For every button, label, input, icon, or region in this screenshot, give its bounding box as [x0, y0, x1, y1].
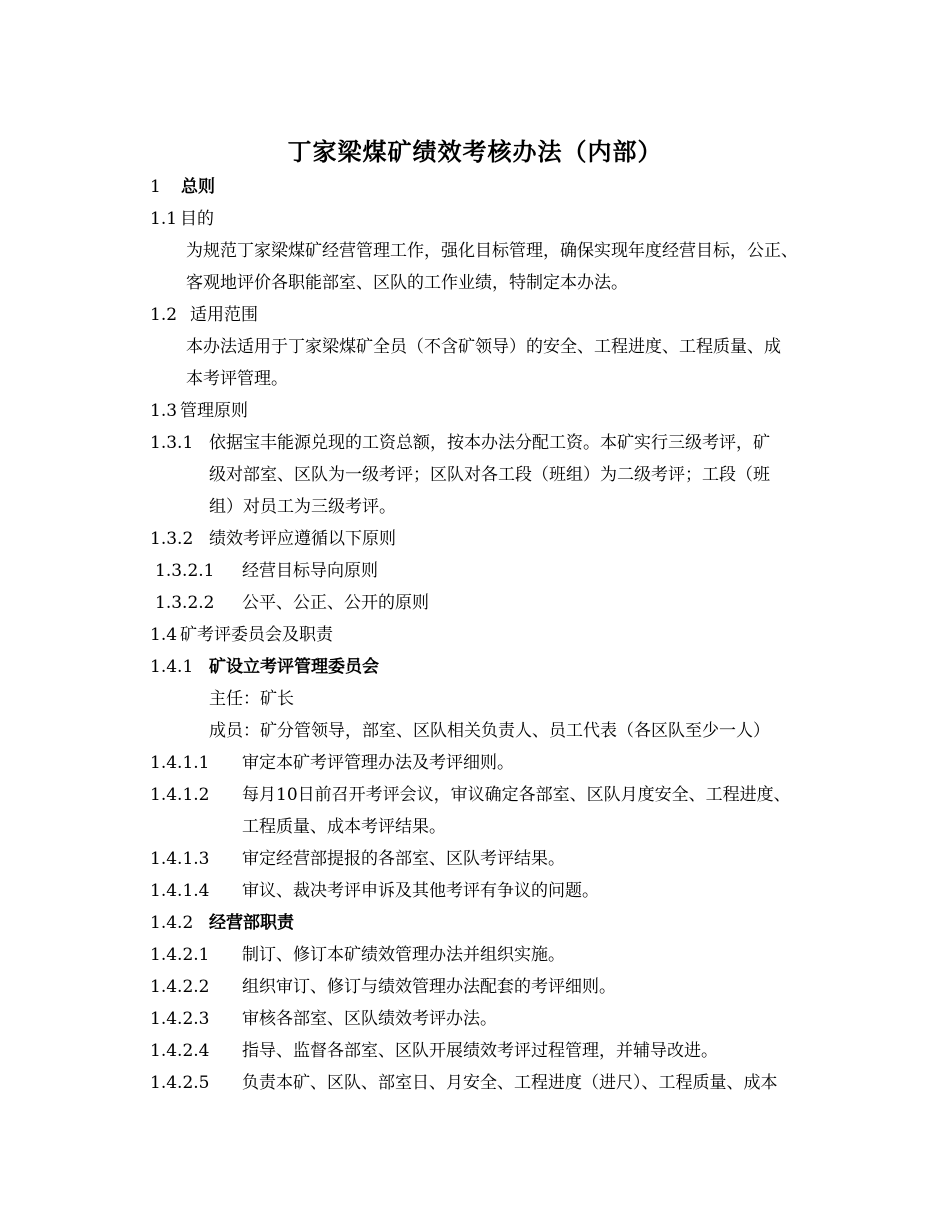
clause-line: [150, 433, 770, 453]
subclause-text: 组织审订、修订与绩效管理办法配套的考评细则。: [242, 977, 616, 997]
subclause-text: 审定经营部提报的各部室、区队考评结果。: [242, 849, 565, 869]
subclause-number: 1.4.1.1: [150, 753, 210, 773]
clause-text: 主任：矿长: [209, 689, 294, 709]
subclause-number: 1.4.2.2: [150, 977, 210, 997]
subclause-line: [155, 561, 378, 581]
clause-text: 成员：矿分管领导，部室、区队相关负责人、员工代表（各区队至少一人）: [209, 721, 770, 741]
section-number: 1.4: [150, 625, 178, 645]
subclause-number: 1.3.2.1: [155, 561, 215, 581]
clause-continuation: [209, 465, 770, 485]
subclause-line: [150, 1009, 497, 1029]
subclause-text: 每月10日前召开考评会议，审议确定各部室、区队月度安全、工程进度、: [242, 785, 791, 805]
section-number: 1.1: [150, 209, 178, 229]
section-heading: [150, 177, 215, 197]
subclause-text: 审议、裁决考评申诉及其他考评有争议的问题。: [242, 881, 599, 901]
paragraph-line: [186, 369, 288, 389]
subclause-number: 1.4.2.4: [150, 1041, 210, 1061]
subclause-text: 审核各部室、区队绩效考评办法。: [242, 1009, 497, 1029]
section-heading: [150, 625, 333, 645]
section-number: 1.2: [150, 305, 178, 325]
document-title: 丁家梁煤矿绩效考核办法（内部）: [287, 137, 663, 166]
clause-line: [150, 657, 379, 677]
subclause-number: 1.4.2.1: [150, 945, 210, 965]
paragraph-text: 本考评管理。: [186, 369, 288, 389]
clause-line: [150, 913, 294, 933]
subclause-text: 审定本矿考评管理办法及考评细则。: [242, 753, 514, 773]
clause-text: 绩效考评应遵循以下原则: [209, 529, 396, 549]
subclause-number: 1.4.1.2: [150, 785, 210, 805]
section-heading: [150, 209, 214, 229]
subclause-number: 1.4.2.5: [150, 1073, 210, 1093]
clause-number: 1.4.1: [150, 657, 194, 677]
section-heading: [150, 401, 248, 421]
paragraph-line: [186, 241, 798, 261]
subclause-text: 指导、监督各部室、区队开展绩效考评过程管理，并辅导改进。: [242, 1041, 718, 1061]
clause-text: 经营部职责: [209, 913, 294, 933]
subclause-text: 工程质量、成本考评结果。: [242, 817, 446, 837]
paragraph-line: [186, 273, 628, 293]
subclause-line: [155, 593, 429, 613]
subclause-line: [150, 1073, 778, 1093]
section-text: 总则: [181, 177, 215, 197]
clause-text: 级对部室、区队为一级考评；区队对各工段（班组）为二级考评；工段（班: [209, 465, 770, 485]
clause-continuation: [209, 689, 294, 709]
subclause-continuation: [242, 817, 446, 837]
section-text: 目的: [180, 209, 214, 229]
clause-number: 1.4.2: [150, 913, 194, 933]
section-text: 管理原则: [180, 401, 248, 421]
clause-text: 组）对员工为三级考评。: [209, 497, 396, 517]
section-text: 矿考评委员会及职责: [180, 625, 333, 645]
subclause-line: [150, 945, 565, 965]
clause-number: 1.3.2: [150, 529, 194, 549]
section-number: 1.3: [150, 401, 178, 421]
subclause-line: [150, 977, 616, 997]
paragraph-text: 本办法适用于丁家梁煤矿全员（不含矿领导）的安全、工程进度、工程质量、成: [186, 337, 781, 357]
subclause-text: 经营目标导向原则: [242, 561, 378, 581]
clause-text: 依据宝丰能源兑现的工资总额，按本办法分配工资。本矿实行三级考评，矿: [209, 433, 770, 453]
subclause-text: 负责本矿、区队、部室日、月安全、工程进度（进尺）、工程质量、成本: [242, 1073, 778, 1093]
paragraph-text: 为规范丁家梁煤矿经营管理工作，强化目标管理，确保实现年度经营目标，公正、: [186, 241, 798, 261]
subclause-number: 1.3.2.2: [155, 593, 215, 613]
clause-continuation: [209, 721, 770, 741]
subclause-line: [150, 1041, 718, 1061]
subclause-line: [150, 881, 599, 901]
paragraph-text: 客观地评价各职能部室、区队的工作业绩，特制定本办法。: [186, 273, 628, 293]
section-number: 1: [150, 177, 161, 197]
subclause-number: 1.4.1.3: [150, 849, 210, 869]
clause-continuation: [209, 497, 396, 517]
subclause-line: [150, 753, 514, 773]
subclause-text: 公平、公正、公开的原则: [242, 593, 429, 613]
subclause-number: 1.4.1.4: [150, 881, 210, 901]
clause-text: 矿设立考评管理委员会: [209, 657, 379, 677]
clause-line: [150, 529, 396, 549]
section-text: 适用范围: [190, 305, 258, 325]
section-heading: [150, 305, 258, 325]
subclause-line: [150, 785, 791, 805]
subclause-line: [150, 849, 565, 869]
paragraph-line: [186, 337, 781, 357]
subclause-number: 1.4.2.3: [150, 1009, 210, 1029]
clause-number: 1.3.1: [150, 433, 194, 453]
subclause-text: 制订、修订本矿绩效管理办法并组织实施。: [242, 945, 565, 965]
